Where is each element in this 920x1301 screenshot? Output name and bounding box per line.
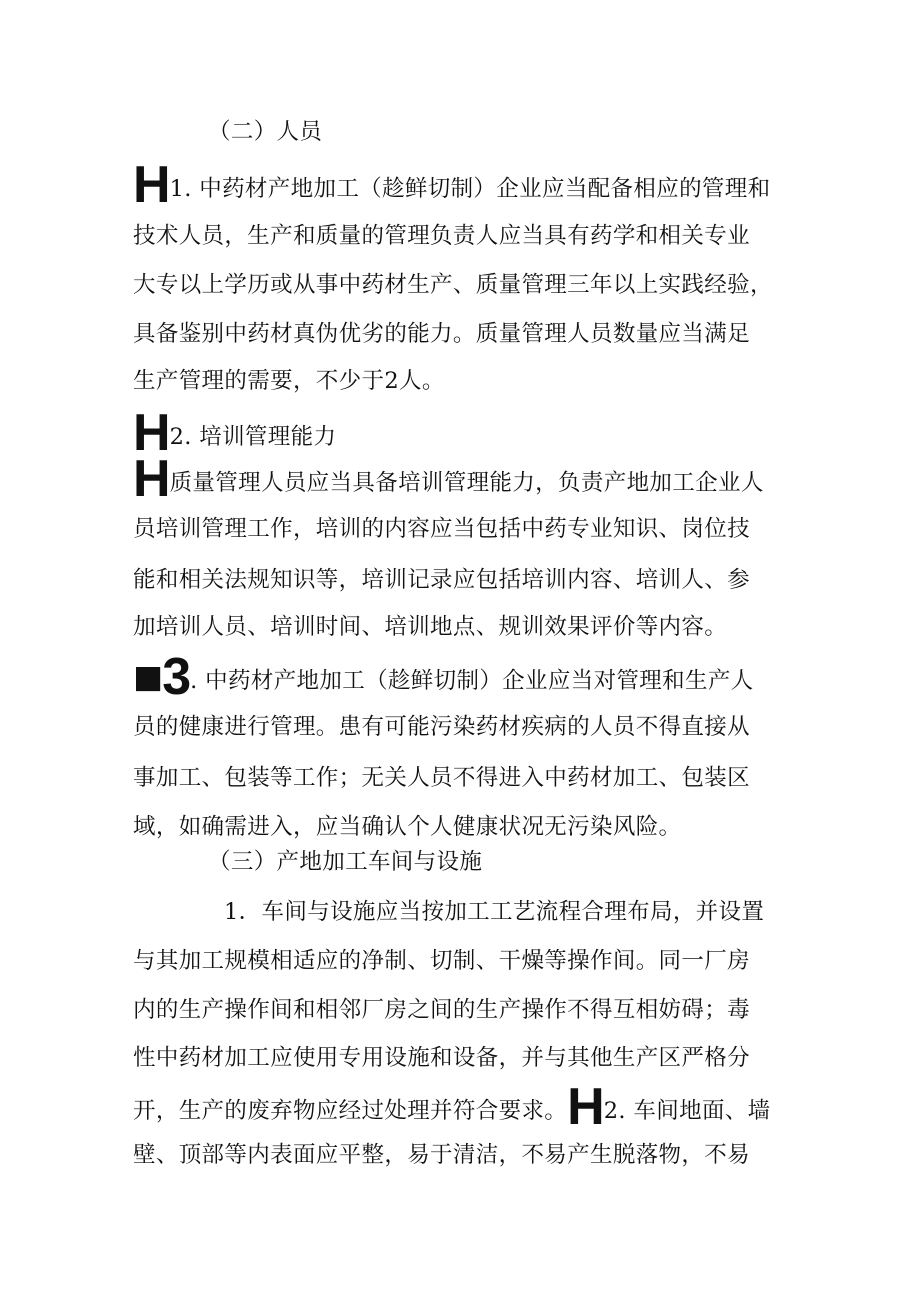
paragraph-line: 与其加工规模相适应的净制、切制、干燥等操作间。同一厂房	[133, 948, 750, 974]
paragraph-line: 具备鉴别中药材真伪优劣的能力。质量管理人员数量应当满足	[133, 321, 750, 347]
paragraph-line: 加培训人员、培训时间、培训地点、规训效果评价等内容。	[133, 614, 728, 640]
section-heading-personnel: （二）人员	[208, 119, 323, 145]
paragraph-line	[133, 450, 773, 508]
paragraph-line: 能和相关法规知识等，培训记录应包括培训内容、培训人、参	[133, 567, 750, 593]
section-heading-workshop: （三）产地加工车间与设施	[208, 849, 483, 875]
paragraph-line: 员的健康进行管理。患有可能污染药材疾病的人员不得直接从	[133, 714, 750, 740]
paragraph-line: 内的生产操作间和相邻厂房之间的生产操作不得互相妨碍；毒	[133, 997, 750, 1023]
subheading-training: 2. 培训管理能力	[169, 424, 337, 450]
paragraph-line: 壁、顶部等内表面应平整，易于清洁，不易产生脱落物，不易	[133, 1142, 750, 1168]
paragraph-line: 员培训管理工作，培训的内容应当包括中药专业知识、岗位技	[133, 516, 750, 542]
paragraph-line: 域，如确需进入，应当确认个人健康状况无污染风险。	[133, 814, 682, 840]
paragraph-line	[133, 648, 773, 706]
paragraph-line: 1．车间与设施应当按加工工艺流程合理布局，并设置	[224, 899, 765, 925]
heading-marker: H	[133, 404, 169, 462]
paragraph-line	[133, 1078, 773, 1136]
paragraph-line: 性中药材加工应使用专用设施和设备，并与其他生产区严格分	[133, 1045, 750, 1071]
paragraph-text: . 中药材产地加工（趁鲜切制）企业应当对管理和生产人	[190, 668, 754, 694]
square-marker: ■	[133, 649, 162, 705]
paragraph-text: 质量管理人员应当具备培训管理能力，负责产地加工企业人	[169, 470, 764, 496]
paragraph-line: 生产管理的需要，不少于2人。	[133, 368, 445, 394]
paragraph-line	[133, 156, 773, 214]
paragraph-line: 技术人员，生产和质量的管理负责人应当具有药学和相关专业	[133, 223, 750, 249]
heading-marker: H	[133, 156, 169, 214]
paragraph-text: 2. 车间地面、墙	[603, 1098, 771, 1124]
number-marker: 3	[162, 648, 190, 706]
paragraph-line: 事加工、包装等工作；无关人员不得进入中药材加工、包装区	[133, 765, 750, 791]
paragraph-text: 1. 中药材产地加工（趁鲜切制）企业应当配备相应的管理和	[169, 176, 771, 202]
paragraph-line	[133, 404, 773, 462]
paragraph-line: 大专以上学历或从事中药材生产、质量管理三年以上实践经验，	[133, 272, 773, 298]
paragraph-text: 开，生产的废弃物应经过处理并符合要求。	[133, 1098, 568, 1124]
heading-marker: H	[567, 1078, 603, 1136]
heading-marker: H	[133, 450, 169, 508]
